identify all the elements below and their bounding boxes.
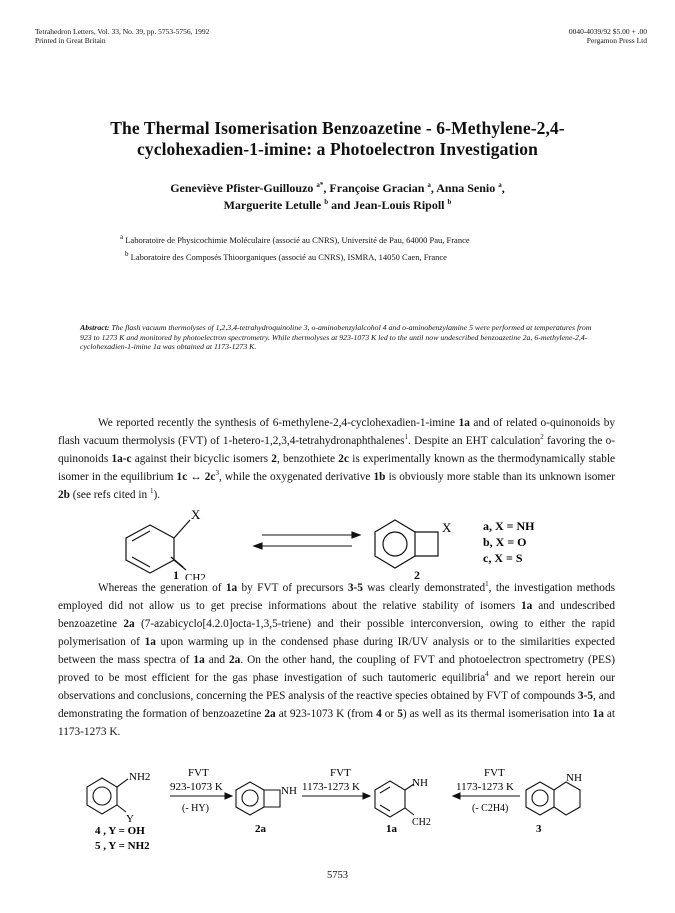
citation: 1 [485,580,489,589]
compound-ref: 5 [397,708,403,720]
key-b: b, X = O [483,535,527,549]
text-run: or [384,708,395,720]
structure-2a [236,782,280,815]
arrow-2 [302,793,370,799]
equilibrium-arrows [254,532,360,549]
group-nh: NH [281,785,297,797]
structure-1a [375,781,414,817]
fvt-label: FVT [188,767,209,779]
compound-ref: 4 [376,708,382,720]
publisher: Pergamon Press Ltd [586,36,647,45]
arrow-1 [170,793,232,799]
affiliation-b [125,252,645,263]
fvt-label: FVT [484,767,505,779]
abstract [80,323,600,352]
structure-3 [526,782,580,815]
compound-ref: 2 [271,453,277,465]
text-run: and we report herein our observations and conclusions, concerning the PES analysis of the reactive species obtained by FVT of compounds [58,672,615,702]
page-number: 5753 [327,870,348,881]
author-mark: b [447,198,452,206]
conjunction: and [331,198,351,212]
paragraph-1 [58,414,615,504]
citation: 3 [215,469,219,478]
compound-ref: 2b [58,489,70,501]
running-header-right [517,27,647,45]
compound-ref: 1a-c [111,453,132,465]
temp-1: 923-1073 K [170,781,223,793]
text-run: at 923-1073 K (from [278,708,374,720]
text-run: against their bicyclic isomers [134,453,269,465]
compound-ref: 2a [123,618,135,630]
text-run: is experimentally known as the thermodynamically stable isomer in the equilibrium [58,453,616,483]
structure-2 [375,520,438,568]
compound-ref: 2a [264,708,276,720]
arrow-3 [453,793,520,799]
group-nh2: NH2 [129,771,151,783]
loss-hy: (- HY) [182,803,209,814]
compound-ref: 3-5 [347,582,363,594]
temp-2: 1173-1273 K [302,781,360,793]
journal-citation: Tetrahedron Letters, Vol. 33, No. 39, pp. 5753-5756, 1992 [35,27,210,36]
text-run: , while the oxygenated derivative [218,471,371,483]
text-run: and of related o-quinonoids by flash vacuum thermolysis (FVT) of 1-hetero-1,2,3,4-tetrahydronaphthalenes [58,417,616,447]
paper-title [70,118,605,160]
citation: 2 [540,433,544,442]
text-run: is obviously more stable than its unknown isomer [388,471,615,483]
text-run: ). [153,489,161,501]
compound-ref: 1a [592,708,604,720]
substituent-ch2: CH2 [185,572,206,580]
compound-ref: 2a [229,654,241,666]
text-run: and [208,654,226,666]
key-c: c, X = S [483,551,523,565]
group-nh: NH [412,777,428,789]
title-line-1: The Thermal Isomerisation Benzoazetine - 6-Methylene-2,4- [110,118,565,138]
group-nh: NH [566,772,582,784]
text-run: , the investigation methods employed did not allow us to get precise informations about the relative stability of isomers [58,582,615,612]
compound-ref: 1a [225,582,238,594]
author: Geneviève Pfister-Guillouzo [170,181,314,195]
citation: 1 [149,487,154,496]
author-mark: a* [316,181,324,189]
text-run: . Despite an EHT calculation [408,435,541,447]
paragraph-2 [58,579,615,741]
title-line-2: cyclohexadien-1-imine: a Photoelectron Investigation [136,139,538,159]
text-run: upon warming up in the condensed phase during IR/UV analysis or to the similarities expected between the mass spectra of [58,636,615,666]
abstract-text: The flash vacuum thermolyses of 1,2,3,4-tetrahydroquinoline 3, o-aminobenzylalcohol 4 and o-aminobenzylamine 5 were performed at temperatures from 923 to 1273 K and monitored by photoelectron spectrometry. While thermolyses at 923-1073 K led to the until now undescribed benzoazetine 2a, 6-methylene-2,4-cyclohexadien-1-imine 1a was obtained at 1173-1273 K. [80,323,592,352]
text-run: at 1173-1273 K. [58,708,616,738]
text-run: (see refs cited in [72,489,148,501]
affiliation-text: Laboratoire des Composés Thioorganiques (associé au CNRS), ISMRA, 14050 Caen, France [130,252,447,262]
compound-ref: 1a [521,600,533,612]
label-1a: 1a [386,823,397,835]
text-run: and undescribed benzoazetine [58,600,616,630]
text-run: , and demonstrating the formation of benzoazetine [58,690,615,720]
compound-label-2: 2 [414,568,420,582]
running-header-left [35,27,209,45]
label-3: 3 [536,823,542,835]
author: Françoise Gracian [329,181,425,195]
substituent-x: X [191,507,201,522]
text-run: was clearly demonstrated [367,582,486,594]
text-run: , benzothiete [276,453,336,465]
scheme-1 [0,500,675,580]
printed-in: Printed in Great Britain [35,36,106,45]
author-list: Geneviève Pfister-Guillouzo $^{a*}$, Françoise Gracian $^a$, Anna Senio $^a$, Marguerite Letulle $^b$ and Jean-Louis Ripoll $^b$ [170,181,505,212]
text-run: favoring the o-quinonoids [58,435,616,465]
citation: 4 [485,670,489,679]
text-run: Whereas the generation of [98,582,222,594]
group-y: Y [126,813,134,825]
group-ch2: CH2 [412,817,431,828]
affiliation-mark: a [120,233,124,242]
compound-ref: 1a [193,654,205,666]
fvt-label: FVT [330,767,351,779]
price-code: 0040-4039/92 $5.00 + .00 [568,27,647,36]
compound-ref: 2c [204,471,216,483]
label-4: 4 , Y = OH [95,825,145,837]
structure-precursor [87,778,128,814]
text-run: . On the other hand, the coupling of FVT and photoelectron spectrometry (PES) proved to be most efficient for the gas phase investigation of such tautomeric equilibria [58,654,615,684]
author-mark: a [498,181,502,189]
temp-3: 1173-1273 K [456,781,514,793]
affiliation-mark: b [125,250,129,259]
author: Anna Senio [436,181,496,195]
compound-ref: 1b [373,471,386,483]
citation: 1 [404,433,409,442]
compound-label-1: 1 [173,568,179,582]
structure-1 [126,520,190,573]
compound-ref: 1c [176,471,188,483]
text-run: by FVT of precursors [241,582,344,594]
author-mark: a [427,181,431,189]
scheme-2 [0,760,675,855]
author: Jean-Louis Ripoll [353,198,445,212]
affiliation-a [120,235,640,246]
heteroatom-x: X [442,520,452,535]
compound-ref: 1a [458,417,470,429]
text-run: We reported recently the synthesis of 6-methylene-2,4-cyclohexadien-1-imine [98,417,455,429]
compound-ref: 2c [338,453,349,465]
text-run: (7-azabicyclo[4.2.0]octa-1,3,5-triene) and their possible interconversion, owing to either the rapid polymerisation of [58,618,616,648]
author: Marguerite Letulle [223,198,322,212]
abstract-label: Abstract: [80,323,110,332]
author-mark: b [324,198,329,206]
label-5: 5 , Y = NH2 [95,840,150,852]
key-a: a, X = NH [483,519,535,533]
text-run: ) as well as its thermal isomerisation into [402,708,590,720]
equilibrium-arrow: ↔ [190,471,202,483]
compound-ref: 3-5 [577,690,593,702]
compound-ref: 1a [144,636,156,648]
label-2a: 2a [255,823,266,835]
affiliation-text: Laboratoire de Physicochimie Moléculaire (associé au CNRS), Université de Pau, 64000 Pau, France [125,235,470,245]
loss-c2h4: (- C2H4) [472,803,509,814]
